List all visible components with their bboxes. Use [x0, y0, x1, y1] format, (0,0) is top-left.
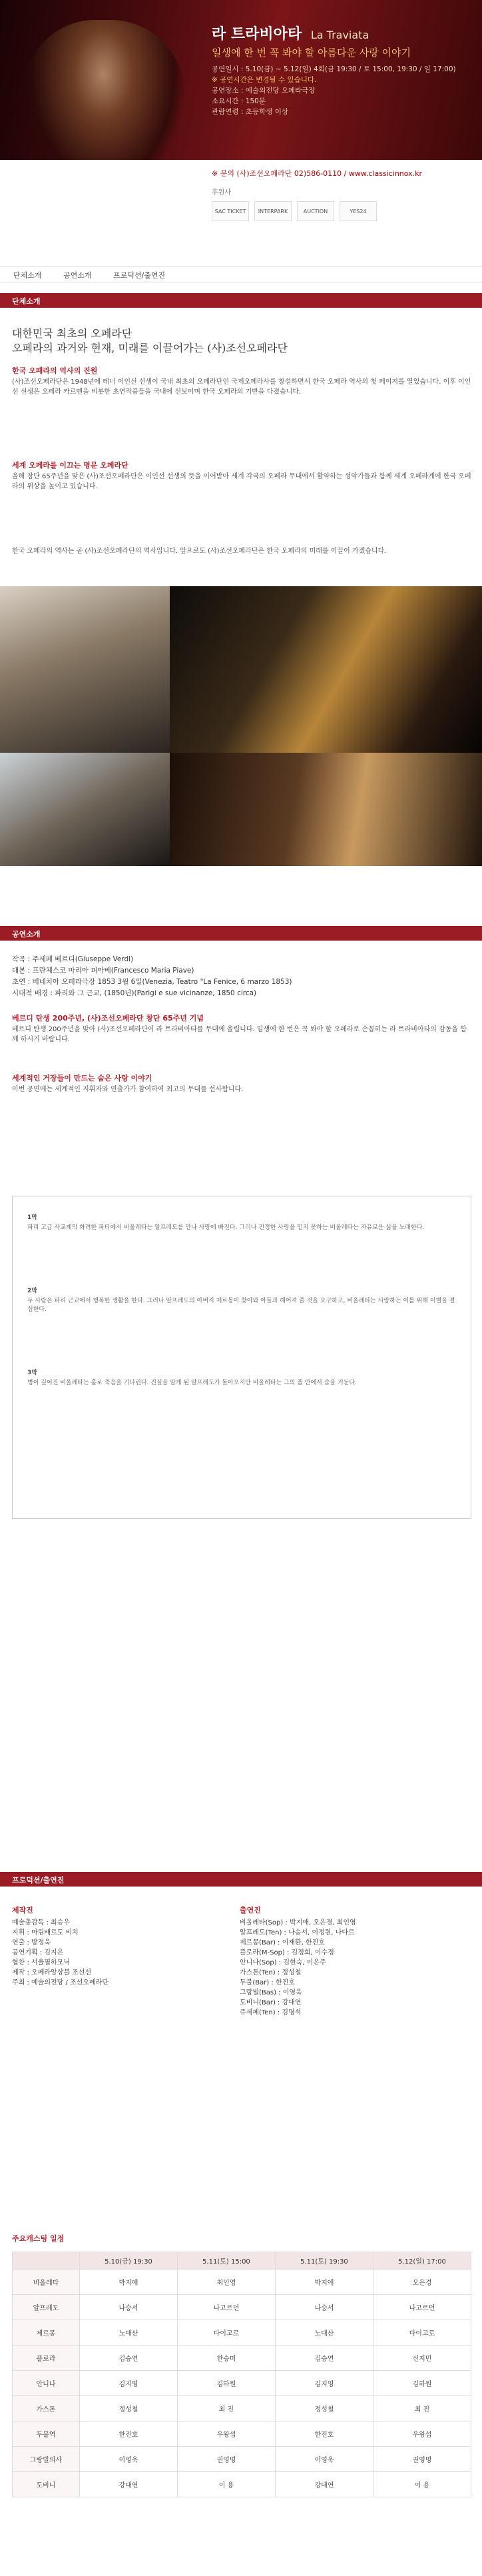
schedule-cast-cell: 다이고로: [177, 2320, 275, 2346]
schedule-header-date: 5.11(토) 19:30: [275, 2252, 373, 2270]
schedule-role: 알프레도: [13, 2295, 80, 2320]
cast-item: 쥬세페(Ten) : 김명석: [240, 2009, 302, 2016]
cast-title: 출연진: [240, 1906, 261, 1915]
schedule-cast-cell: 오은경: [373, 2270, 471, 2295]
schedule-role: 비올레타: [13, 2270, 80, 2295]
hero-info: [212, 64, 465, 117]
schedule-cast-cell: 노대산: [275, 2320, 373, 2346]
tab-production[interactable]: 프로덕션/출연진: [113, 271, 166, 280]
schedule-cast-cell: 정성철: [275, 2396, 373, 2421]
cast-item: 가스톤(Ten) : 정성철: [240, 1969, 302, 1976]
credit-libretto: 대본 : 프란체스코 마리아 피아베(Francesco Maria Piave): [12, 967, 194, 975]
schedule-role: 도비니: [13, 2472, 80, 2497]
stage-photo-3: [0, 753, 170, 866]
act2-text: 두 사람은 파리 근교에서 행복한 생활을 한다. 그러나 알프레도의 아버지 제르몽이 찾아와 아들과 헤어져 줄 것을 요구하고, 비올레타는 사랑하는 이를 위해 이별을 결심한다.: [27, 1298, 455, 1313]
schedule-role: 두불역: [13, 2421, 80, 2447]
section-bar-production: 프로덕션/출연진: [0, 1872, 482, 1887]
cast-item: 두불(Bar) : 한진호: [240, 1979, 295, 1986]
info-notice: ※ 공연시간은 변경될 수 있습니다.: [212, 76, 317, 84]
schedule-cast-cell: 나승서: [275, 2295, 373, 2320]
info-venue: 공연장소 : 예술의전당 오페라극장: [212, 87, 316, 95]
sponsor-logos: [0, 187, 482, 236]
intro-heading-line2: 오페라의 과거와 현재, 미래를 이끌어가는 (사)조선오페라단: [12, 342, 288, 354]
subheading-masters: 세계적인 거장들이 만드는 숨은 사랑 이야기: [12, 1074, 152, 1082]
schedule-cast-cell: 한승미: [177, 2346, 275, 2371]
schedule-row: [13, 2320, 471, 2346]
schedule-title: 주요캐스팅 일정: [12, 2234, 65, 2243]
paragraph-masters: 이번 공연에는 세계적인 지휘자와 연출가가 참여하여 최고의 무대를 선사합니다.: [12, 1086, 244, 1093]
schedule-row: [13, 2371, 471, 2396]
contact-text: ※ 문의 (사)조선오페라단 02)586-0110 / www.classicinnox.kr: [212, 169, 423, 178]
schedule-cast-cell: 한진호: [275, 2421, 373, 2447]
schedule-cast-cell: 신지민: [373, 2346, 471, 2371]
schedule-cast-cell: 나고르던: [177, 2295, 275, 2320]
hero-title: [212, 23, 369, 43]
schedule-cast-cell: 이 용: [373, 2472, 471, 2497]
title-korean: 라 트라비아타: [212, 26, 302, 43]
schedule-cast-cell: 다이고로: [373, 2320, 471, 2346]
schedule-cast-cell: 이영욱: [79, 2447, 177, 2472]
schedule-cast-cell: 박지애: [275, 2270, 373, 2295]
schedule-row: [13, 2295, 471, 2320]
schedule-cast-cell: 이영욱: [275, 2447, 373, 2472]
schedule-cast-cell: 이 용: [177, 2472, 275, 2497]
schedule-cast-cell: 최 진: [373, 2396, 471, 2421]
schedule-role: 그랑빌의사: [13, 2447, 80, 2472]
schedule-cast-cell: 김승연: [79, 2346, 177, 2371]
staff-list: [12, 1905, 212, 1988]
schedule-role: 안니나: [13, 2371, 80, 2396]
work-credits: [12, 954, 471, 999]
cast-item: 도비니(Bar) : 강대연: [240, 1999, 302, 2006]
intro-heading: [12, 326, 471, 356]
staff-item: 연출 : 방정욱: [12, 1939, 51, 1946]
schedule-cast-cell: 강대연: [275, 2472, 373, 2497]
schedule-role: 플로라: [13, 2346, 80, 2371]
info-duration: 소요시간 : 150분: [212, 97, 266, 105]
paragraph-anniversary: 베르디 탄생 200주년을 맞아 (사)조선오페라단이 라 트라비아타를 무대에 올립니다. 일생에 한 번은 꼭 봐야 할 오페라로 손꼽히는 라 트라비아타의 감동을 함께 하시기 바랍니다.: [12, 1026, 467, 1043]
schedule-cast-cell: 김하원: [177, 2371, 275, 2396]
title-italian: La Traviata: [310, 29, 369, 41]
schedule-header-date: 5.12(일) 17:00: [373, 2252, 471, 2270]
sac-ticket-logo[interactable]: SAC TICKET: [212, 201, 249, 221]
schedule-cast-cell: 박지애: [79, 2270, 177, 2295]
act3-label: 3막: [27, 1370, 37, 1376]
paragraph-summary: 한국 오페라의 역사는 곧 (사)조선오페라단의 역사입니다. 앞으로도 (사)조선오페라단은 한국 오페라의 미래를 이끌어 가겠습니다.: [12, 548, 387, 555]
schedule-row: [13, 2421, 471, 2447]
credit-composer: 작곡 : 주세페 베르디(Giuseppe Verdi): [12, 955, 134, 963]
cast-item: 비올레타(Sop) : 박지애, 오은경, 최인영: [240, 1919, 356, 1927]
schedule-cast-cell: 우왕섭: [373, 2421, 471, 2447]
schedule-role: 제르몽: [13, 2320, 80, 2346]
schedule-cast-cell: 김하원: [373, 2371, 471, 2396]
info-age: 관람연령 : 초등학생 이상: [212, 108, 288, 116]
stage-photo-4: [170, 753, 482, 866]
staff-item: 제작 : 오페라앙상블 조선선: [12, 1969, 92, 1976]
schedule-cast-cell: 나승서: [79, 2295, 177, 2320]
credit-premiere: 초연 : 베네치아 오페라극장 1853 3월 6일(Venezia, Teatro "La Fenice, 6 marzo 1853): [12, 978, 292, 986]
schedule-cast-cell: 나고르던: [373, 2295, 471, 2320]
staff-title: 제작진: [12, 1906, 33, 1915]
subheading-history: 한국 오페라의 역사의 진원: [12, 366, 98, 375]
schedule-cast-cell: 김지영: [79, 2371, 177, 2396]
schedule-cast-cell: 최 진: [177, 2396, 275, 2421]
interpark-logo[interactable]: INTERPARK: [254, 201, 292, 221]
act1-text: 파리 고급 사교계의 화려한 파티에서 비올레타는 알프레도를 만나 사랑에 빠진다. 그러나 진정한 사랑을 믿지 못하는 비올레타는 자유로운 삶을 노래한다.: [27, 1224, 425, 1231]
act2-label: 2막: [27, 1288, 37, 1294]
schedule-header-date: 5.11(토) 15:00: [177, 2252, 275, 2270]
contact-bar: [0, 160, 482, 187]
sponsor-label: 후원사: [212, 189, 231, 197]
staff-item: 예술총감독 : 최승우: [12, 1919, 71, 1927]
cast-item: 안니나(Sop) : 김현숙, 이은주: [240, 1959, 326, 1966]
casting-schedule-table: [12, 2252, 471, 2497]
paragraph-history: (사)조선오페라단은 1948년에 테너 이인선 선생이 국내 최초의 오페라단인 국제오페라사를 창설하면서 한국 오페라 역사의 첫 페이지를 열었습니다. 이후 이인선 선생은 오페라 카르멘을 비롯한 초연작품들을 국내에 선보이며 한국 오페라의 기반을 다졌습니다.: [12, 378, 471, 396]
yes24-logo[interactable]: YES24: [340, 201, 377, 221]
schedule-row: [13, 2396, 471, 2421]
schedule-cast-cell: 권영명: [177, 2447, 275, 2472]
intro-heading-line1: 대한민국 최초의 오페라단: [12, 327, 132, 340]
schedule-cast-cell: 김승연: [275, 2346, 373, 2371]
schedule-header-row: [13, 2252, 471, 2270]
info-date: 공연일시 : 5.10(금) ~ 5.12(일) 4회(금 19:30 / 토 15:00, 19:30 / 일 17:00): [212, 65, 456, 73]
schedule-cast-cell: 우왕섭: [177, 2421, 275, 2447]
act1-label: 1막: [27, 1214, 37, 1221]
schedule-row: [13, 2346, 471, 2371]
stage-photo-2: [170, 586, 482, 753]
schedule-cast-cell: 강대연: [79, 2472, 177, 2497]
stage-photo-1: [0, 586, 170, 753]
schedule-row: [13, 2472, 471, 2497]
cast-item: 플로라(M-Sop) : 김정희, 이수정: [240, 1949, 334, 1956]
section-bar-show: 공연소개: [0, 926, 482, 941]
schedule-header-date: 5.10(금) 19:30: [79, 2252, 177, 2270]
staff-item: 협찬 : 서울필하모닉: [12, 1959, 71, 1966]
schedule-cast-cell: 정성철: [79, 2396, 177, 2421]
schedule-role: 가스톤: [13, 2396, 80, 2421]
schedule-header-role: [13, 2252, 80, 2270]
tab-group-intro[interactable]: 단체소개: [13, 271, 42, 280]
hero-banner: [0, 0, 482, 236]
schedule-cast-cell: 김지영: [275, 2371, 373, 2396]
cast-list: [240, 1905, 466, 2018]
synopsis-box: [12, 1196, 471, 1519]
staff-item: 공연기획 : 김지은: [12, 1949, 64, 1956]
subheading-anniversary: 베르디 탄생 200주년, (사)조선오페라단 창단 65주년 기념: [12, 1014, 204, 1023]
cast-item: 제르몽(Bar) : 이재환, 한진호: [240, 1939, 325, 1946]
cast-item: 알프레도(Ten) : 나승서, 이정원, 나다르: [240, 1929, 355, 1936]
auction-logo[interactable]: AUCTION: [297, 201, 334, 221]
schedule-cast-cell: 최인영: [177, 2270, 275, 2295]
section-tabs: [0, 266, 482, 282]
schedule-cast-cell: 권영명: [373, 2447, 471, 2472]
act3-text: 병이 깊어진 비올레타는 홀로 죽음을 기다린다. 진실을 알게 된 알프레도가 돌아오지만 비올레타는 그의 품 안에서 숨을 거둔다.: [27, 1380, 357, 1386]
schedule-cast-cell: 한진호: [79, 2421, 177, 2447]
schedule-cast-cell: 노대산: [79, 2320, 177, 2346]
subheading-world: 세계 오페라를 이끄는 명문 오페라단: [12, 461, 128, 470]
hero-tagline: 일생에 한 번 꼭 봐야 할 아름다운 사랑 이야기: [212, 47, 411, 59]
schedule-row: [13, 2447, 471, 2472]
tab-show-intro[interactable]: 공연소개: [63, 271, 92, 280]
staff-item: 주최 : 예술의전당 / 조선오페라단: [12, 1979, 109, 1986]
section-bar-group: 단체소개: [0, 293, 482, 308]
credit-setting: 시대적 배경 : 파리와 그 근교, (1850년)(Parigi e sue vicinanze, 1850 circa): [12, 989, 257, 997]
schedule-row: [13, 2270, 471, 2295]
paragraph-world: 올해 창단 65주년을 맞은 (사)조선오페라단은 이인선 선생의 뜻을 이어받아 세계 각국의 오페라 무대에서 활약하는 성악가들과 함께 세계 오페라계에 한국 오페라의 위상을 높이고 있습니다.: [12, 473, 471, 490]
cast-item: 그랑빌(Bas) : 이영욱: [240, 1989, 302, 1996]
staff-item: 지휘 : 마림배르도 비치: [12, 1929, 79, 1936]
